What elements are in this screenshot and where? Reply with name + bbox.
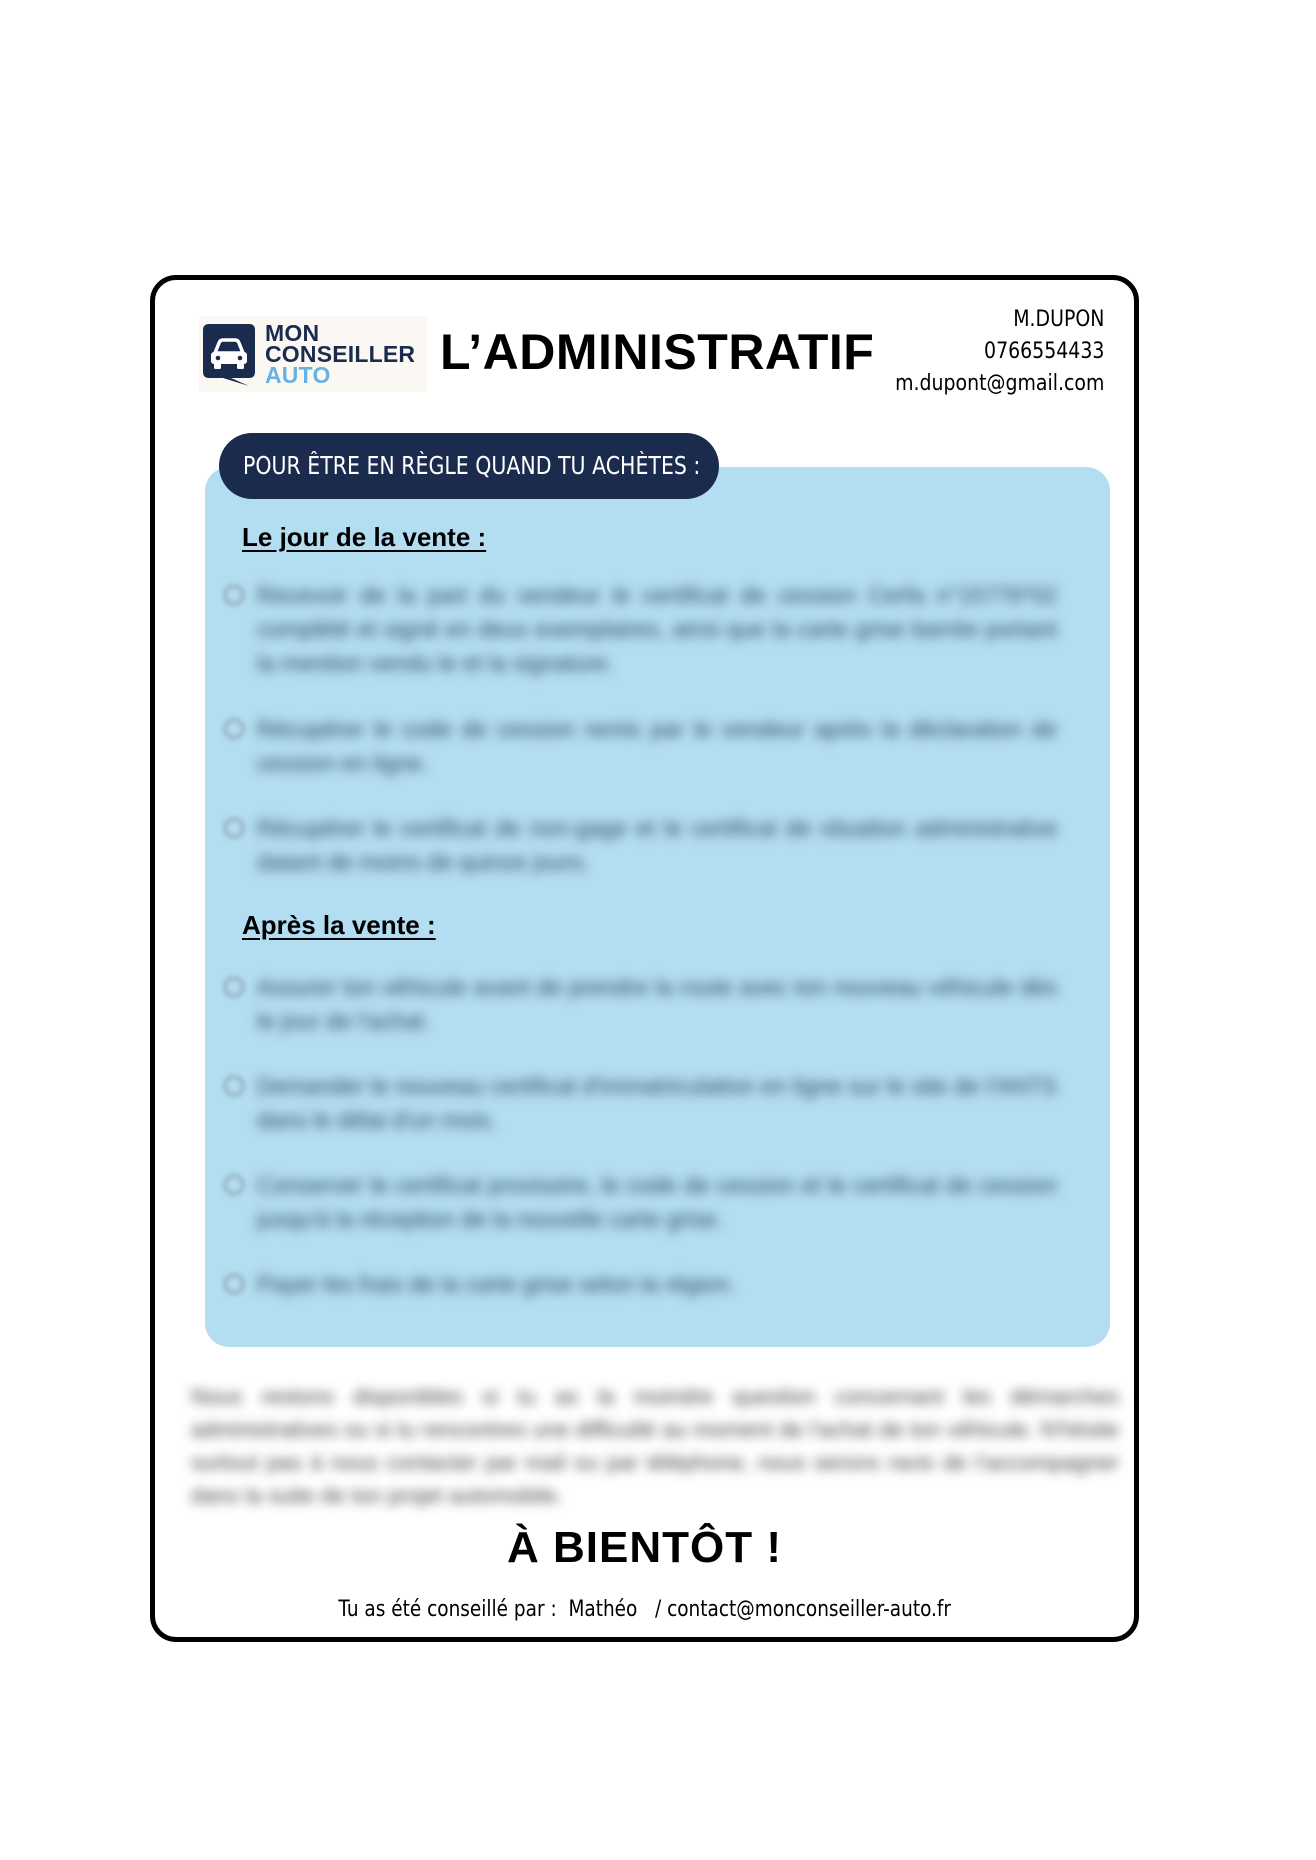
bullet-circle-icon (223, 1075, 245, 1097)
section-banner (219, 433, 719, 499)
brand-word-conseiller: CONSEILLER (265, 340, 416, 367)
bullet-circle-icon (223, 1273, 245, 1295)
footer-prefix: Tu as été conseillé par : (338, 1597, 557, 1622)
list-item (223, 1267, 1057, 1301)
advisor-name: Mathéo (568, 1597, 638, 1622)
list-item-text: Récupérer le certificat de non-gage et le certificat de situation administrative datant de moins de quinze jours. (257, 815, 1057, 875)
list-item-text: Récupérer le code de cession remis par le vendeur après la déclaration de cession en ligne. (257, 716, 1057, 776)
goodbye-heading: À BIENTÔT ! (507, 1523, 782, 1572)
car-speech-bubble-icon (201, 322, 257, 386)
list-item (223, 970, 1057, 1038)
list-item-text: Assurer ton véhicule avant de prendre la route avec ton nouveau véhicule dès le jour de l'achat. (257, 974, 1057, 1034)
bullet-circle-icon (223, 584, 245, 606)
list-item-text: Recevoir de la part du vendeur le certificat de cession Cerfa n°15776*02 complété et signé en deux exemplaires, ainsi que la carte grise barrée portant la mention vendu le et la signature. (257, 582, 1057, 676)
brand-word-auto: AUTO (265, 361, 331, 388)
footer (155, 1597, 1134, 1622)
list-item-text: Payer les frais de la carte grise selon la région. (257, 1271, 736, 1297)
list-item-text: Conserver le certificat provisoire, le code de cession et le certificat de cession jusqu'à la réception de la nouvelle carte grise. (257, 1172, 1057, 1232)
footer-separator: / (654, 1597, 662, 1622)
document-title: L’ADMINISTRATIF (440, 324, 875, 380)
closing-paragraph: Nous restons disponibles si tu as la moindre question concernant les démarches administratives ou si tu rencontres une difficulté au moment de l'achat de ton véhicule. N'hésite surtout pas à nous contacter par mail ou par téléphone, nous serons ravis de t'accompagner dans la suite de ton projet automobile. (191, 1384, 1119, 1508)
contact-name: M.DUPON (1012, 307, 1104, 332)
contact-email: m.dupont@gmail.com (894, 371, 1104, 396)
bullet-circle-icon (223, 976, 245, 998)
list-item (223, 811, 1057, 879)
bullet-circle-icon (223, 1174, 245, 1196)
section-title-sale-day: Le jour de la vente : (242, 522, 487, 552)
brand-word-mon: MON (265, 319, 320, 346)
bullet-circle-icon (223, 817, 245, 839)
list-item (223, 1069, 1057, 1137)
list-item (223, 578, 1057, 680)
contact-block (895, 304, 1104, 400)
contact-phone: 0766554433 (983, 339, 1104, 364)
section-title-after-sale: Après la vente : (242, 910, 436, 940)
list-item (223, 1168, 1057, 1236)
footer-email: contact@monconseiller-auto.fr (666, 1597, 951, 1622)
brand-wordmark (265, 319, 416, 388)
document-card (150, 275, 1139, 1642)
list-item-text: Demander le nouveau certificat d'immatriculation en ligne sur le site de l'ANTS dans le délai d'un mois. (257, 1073, 1057, 1133)
section-banner-label: POUR ÊTRE EN RÈGLE QUAND TU ACHÈTES : (243, 451, 701, 480)
brand-logo (199, 316, 427, 392)
list-item (223, 712, 1057, 780)
bullet-circle-icon (223, 718, 245, 740)
